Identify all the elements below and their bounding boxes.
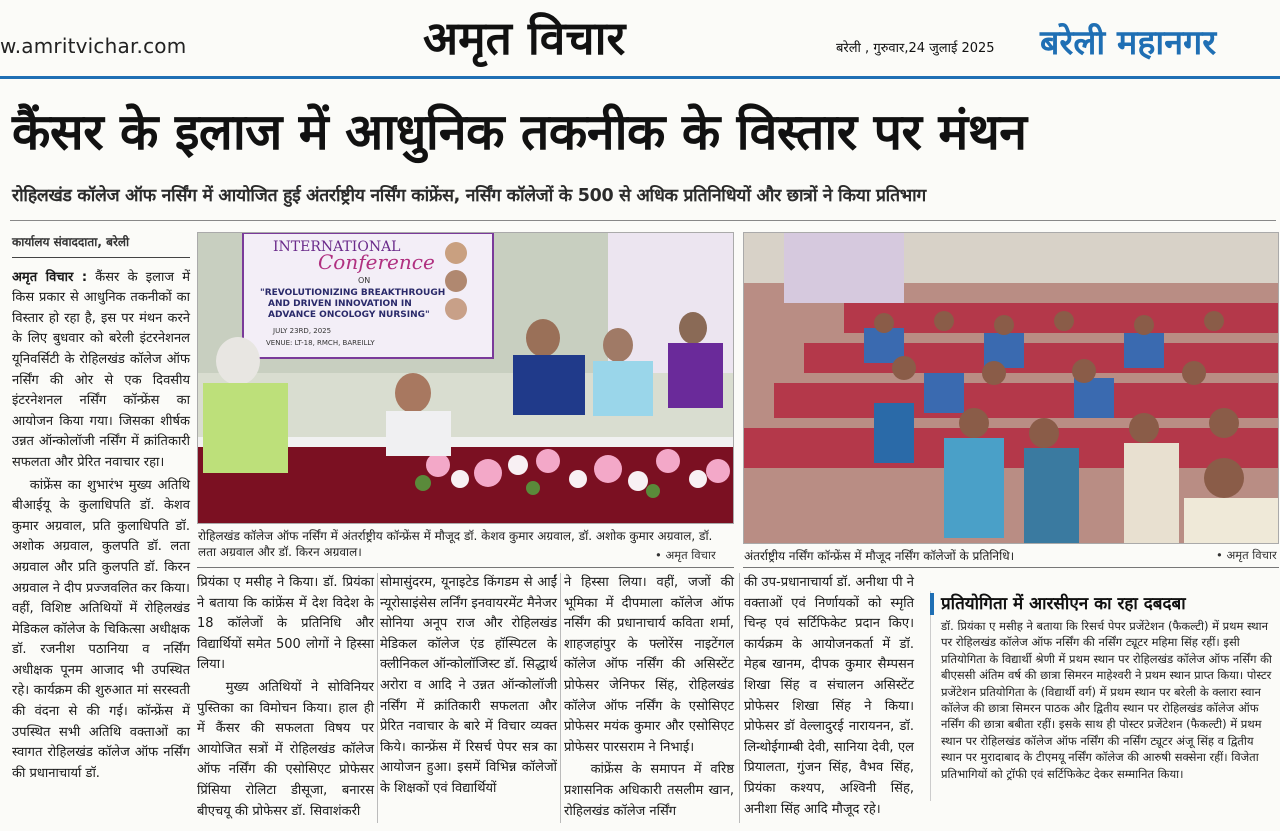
paragraph: ने हिस्सा लिया। वहीं, जजों की भूमिका में दीपमाला कॉलेज ऑफ नर्सिंग की प्रधानाचार्य कविता शर्मा, शाहजहांपुर के फ्लोरेंस नाइटेंगल कॉलेज ऑफ नर्सिंग की असिस्टेंट प्रोफेसर जेनिफर सिंह, रोहिलखंड कॉलेज ऑफ नर्सिंग के एसोसिएट प्रोफेसर मयंक कुमार और एसोसिएट प्रोफेसर पारसराम ने निभाई। — [564, 575, 734, 755]
photo2-caption: अंतर्राष्ट्रीय नर्सिंग कॉन्फ्रेंस में मौजूद नर्सिंग कॉलेजों के प्रतिनिधि। — [744, 549, 1015, 563]
lead-text: कैंसर के इलाज में किस प्रकार से आधुनिक तकनीकों का विस्तार हो रहा है, इस पर मंथन करने के लिए बुधवार को बरेली इंटरनेशनल यूनिवर्सिटी के रोहिलखंड कॉलेज ऑफ नर्सिंग की ओर से एक दिवसीय इंटरनेशनल नर्सिंग कॉन्फ्रेंस का आयोजन किया गया। जिसका शीर्षक उन्नत ऑन्कोलॉजी नर्सिंग में क्रांतिकारी सफलता और प्रेरित नवाचार रहा। — [12, 269, 190, 470]
photo1-caption: रोहिलखंड कॉलेज ऑफ नर्सिंग में अंतर्राष्ट्रीय कॉन्फ्रेंस में मौजूद डॉ. केशव कुमार अग्रवाल, डॉ. अशोक कुमार अग्रवाल, डॉ. लता अग्रवाल और डॉ. किरन अग्रवाल। — [198, 529, 713, 559]
byline: कार्यालय संवाददाता, बरेली — [12, 232, 190, 258]
box-accent-bar — [930, 593, 934, 615]
banner-date: JULY 23RD, 2025 — [273, 327, 332, 335]
photo-audience — [743, 232, 1279, 544]
banner-venue: VENUE: LT-18, RMCH, BAREILLY — [266, 339, 375, 347]
paragraph-text: कांफ्रेंस के समापन में वरिष्ठ प्रशासनिक अधिकारी तसलीम खान, रोहिलखंड कॉलेज नर्सिंग — [564, 762, 734, 819]
banner-line-2: Conference — [318, 250, 435, 274]
paragraph: सोमासुंदरम, यूनाइटेड किंगडम से आईं न्यूरोसाइंसेस लर्निंग इनवायरमेंट मैनेजर सोनिया अनूप राज और रोहिलखंड मेडिकल कॉलेज एंड हॉस्पिटल के क्लीनिकल ऑन्कोलॉजिस्ट डॉ. सिद्धार्थ अरोरा व आदि ने उन्नत ऑन्कोलॉजी नर्सिंग में क्रांतिकारी सफलता और प्रेरित नवाचार के बारे में विचार व्यक्त किये। कान्फ्रेंस में रिसर्च पेपर सत्र का आयोजन हुआ। इसमें विभिन्न कॉलेजों के शिक्षकों एवं विद्यार्थियों — [380, 575, 558, 796]
dateline: बरेली , गुरुवार,24 जुलाई 2025 — [836, 41, 995, 56]
column-rule — [377, 573, 378, 823]
photo1-credit: • अमृत विचार — [655, 548, 716, 562]
subheadline: रोहिलखंड कॉलेज ऑफ नर्सिंग में आयोजित हुई अंतर्राष्ट्रीय नर्सिंग कांफ्रेंस, नर्सिंग कॉलेजों के 500 से अधिक प्रतिनिधियों और छात्रों ने किया प्रतिभाग — [12, 186, 926, 206]
lead-paragraph — [12, 268, 190, 474]
masthead-rule — [0, 76, 1280, 79]
banner-line-1: INTERNATIONAL — [273, 239, 401, 255]
edition-title: बरेली महानगर — [1040, 23, 1217, 63]
banner-line-6: ADVANCE ONCOLOGY NURSING" — [268, 310, 430, 320]
divider — [197, 567, 734, 568]
stage-photo-illustration — [198, 233, 734, 524]
column-rule — [739, 573, 740, 823]
article-column-4 — [564, 573, 734, 824]
site-url[interactable]: w.amritvichar.com — [0, 34, 187, 58]
paragraph-text: मुख्य अतिथियों ने सोविनियर पुस्तिका का विमोचन किया। हाल ही में कैंसर की सफलता विषय पर आयोजित सत्रों में रोहिलखंड कॉलेज ऑफ नर्सिंग की एसोसिएट प्रोफेसर प्रिंसिया रोलिटा डीसूजा, बनारस बीएचयू की प्रोफेसर डॉ. सिवाशंकरी — [197, 679, 374, 819]
lead-label: अमृत विचार : — [12, 269, 88, 285]
banner-line-4: "REVOLUTIONIZING BREAKTHROUGH — [260, 288, 446, 298]
headline: कैंसर के इलाज में आधुनिक तकनीक के विस्तार पर मंथन — [12, 103, 1027, 161]
masthead — [0, 0, 1280, 78]
column-rule — [560, 573, 561, 823]
article-column-2 — [197, 573, 374, 824]
paragraph: की उप-प्रधानाचार्या डॉ. अनीथा पी ने वक्ताओं एवं निर्णायकों को स्मृति चिन्ह एवं सर्टिफिकेट प्रदान किए। कार्यक्रम के आयोजनकर्ता में डॉ. मेहब खानम, दीपक कुमार सैम्पसन शिखा सिंह व संचालन असिस्टेंट प्रोफेसर शिखा सिंह ने किया। प्रोफेसर डॉ वेल्लादुरई नारायनन, डॉ. लिन्थोईगाम्बी देवी, सानिया देवी, एल प्रियालता, गुंजन सिंह, वैभव सिंह, प्रियंका कश्यप, अश्विनी सिंह, अनीशा सिंह आदि मौजूद रहे। — [744, 575, 914, 817]
photo2-credit: • अमृत विचार — [1216, 548, 1277, 562]
newspaper-name: अमृत विचार — [423, 11, 626, 65]
article-column-5 — [744, 573, 914, 822]
paragraph — [197, 678, 374, 822]
audience-photo-illustration — [744, 233, 1279, 544]
divider — [743, 567, 1279, 568]
divider — [10, 220, 1276, 221]
paragraph — [564, 760, 734, 822]
banner-line-3: ON — [358, 276, 371, 285]
photo-conference-stage — [197, 232, 734, 524]
article-column-1 — [12, 232, 190, 786]
banner-line-5: AND DRIVEN INNOVATION IN — [268, 299, 412, 309]
box-text: डॉ. प्रियंका ए मसीह ने बताया कि रिसर्च पेपर प्रजेंटेशन (फैकल्टी) में प्रथम स्थान पर रोहिलखंड कॉलेज ऑफ नर्सिंग की नर्सिंग ट्यूटर महिमा सिंह रहीं। इसी प्रतियोगिता के विद्यार्थी श्रेणी में प्रथम स्थान पर रोहिलखंड कॉलेज ऑफ नर्सिंग की बीएससी अंतिम वर्ष की छात्रा सिमरन माहेश्वरी ने प्रथम स्थान प्राप्त किया। पोस्टर प्रजेंटेशन प्रतियोगिता के (विद्यार्थी वर्ग) में प्रथम स्थान पर बरेली के क्लारा स्वान कॉलेज की छात्रा सिमरन पाठक और द्वितीय स्थान पर रोहिलखंड कॉलेज ऑफ नर्सिंग की छात्रा बबीता रहीं। इसके साथ ही पोस्टर प्रजेंटेशन (फैकल्टी) में प्रथम स्थान पर रोहिलखंड कॉलेज ऑफ नर्सिंग की नर्सिंग ट्यूटर अंजू सिंह व द्वितीय स्थान पर मुरादाबाद के टीएमयू नर्सिंग कॉलेज की आरुषी सक्सेना रहीं। विजेता प्रतिभागियों को ट्रॉफी एवं सर्टिफिकेट देकर सम्मानित किया। — [941, 619, 1272, 781]
paragraph-text: कांफ्रेंस का शुभारंभ मुख्य अतिथि बीआईयू के कुलाधिपति डॉ. केशव कुमार अग्रवाल, प्रति कुलाधिपति डॉ. अशोक अग्रवाल, कुलपति डॉ. लता अग्रवाल और प्रति कुलपति डॉ. किरन अग्रवाल ने दीप प्रज्जवलित कर किया। वहीं, विशिष्ट अतिथियों में रोहिलखंड मेडिकल कॉलेज के चिकित्सा अधीक्षक डॉ. रजनीश पठानिया व नर्सिंग अधीक्षक पूनम आजाद भी उपस्थित रहे। कार्यक्रम की शुरुआत मां सरस्वती की वंदना से की गई। कॉन्फ्रेंस में उपस्थित सभी अतिथि वक्ताओं का स्वागत रोहिलखंड कॉलेज ऑफ नर्सिंग की प्रधानाचार्या डॉ. — [12, 477, 190, 781]
paragraph: प्रियंका ए मसीह ने किया। डॉ. प्रियंका ने बताया कि कांफ्रेंस में देश विदेश के 18 कॉलेजों के प्रतिनिधि और विद्यार्थियों समेत 500 लोगों ने हिस्सा लिया। — [197, 575, 374, 673]
sidebar-box — [930, 591, 1278, 801]
paragraph — [12, 476, 190, 785]
article-column-3 — [380, 573, 557, 802]
box-title: प्रतियोगिता में आरसीएन का रहा दबदबा — [941, 594, 1186, 614]
